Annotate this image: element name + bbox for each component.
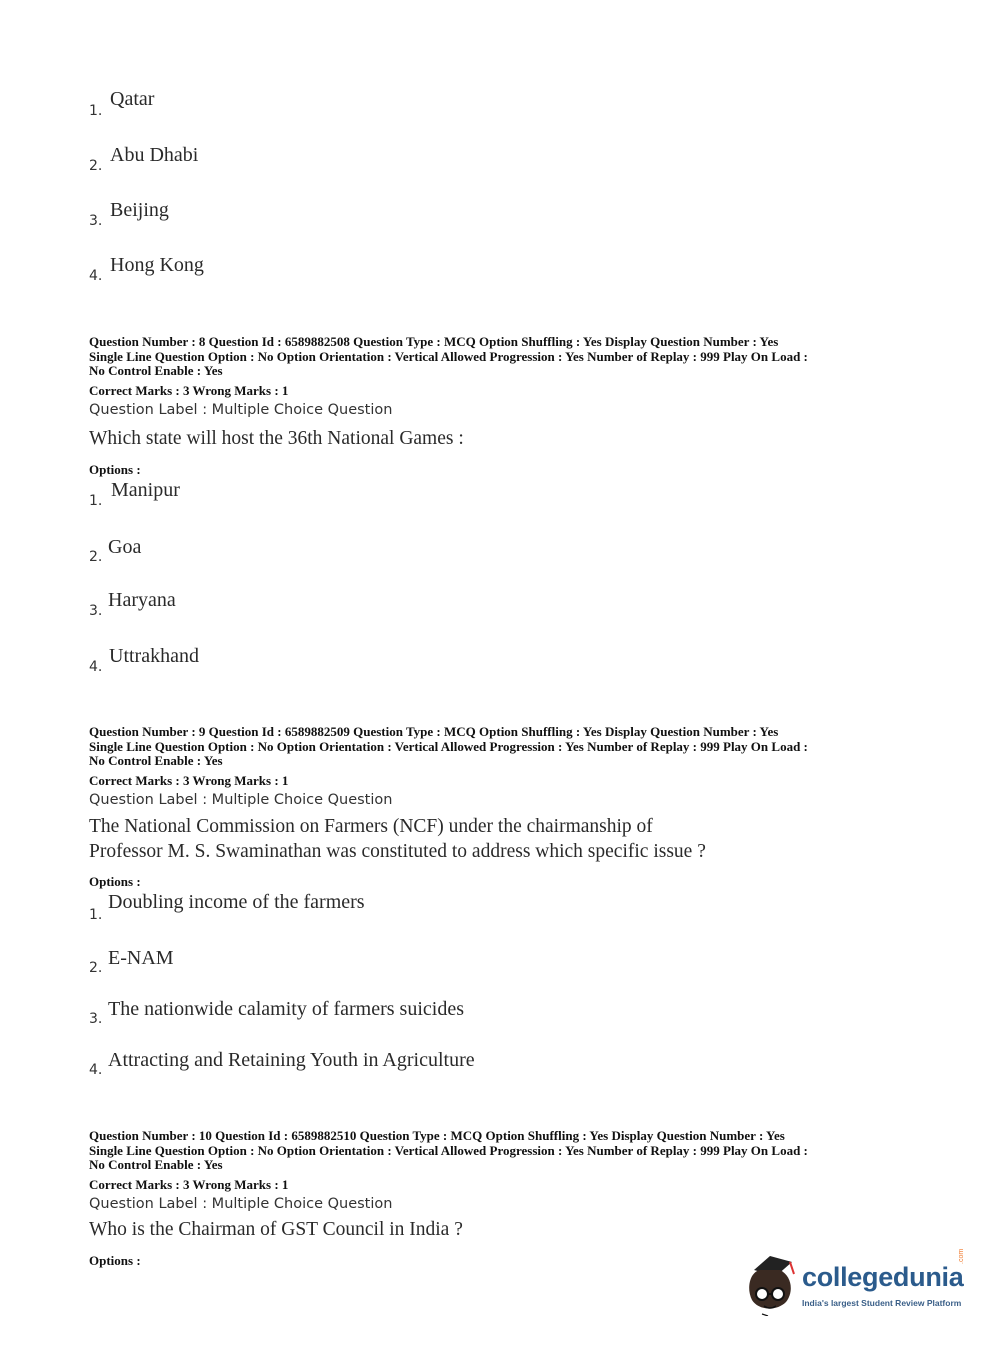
option-number: 1. (89, 493, 103, 509)
options-heading: Options : (89, 874, 141, 889)
option-text: Uttrakhand (109, 645, 199, 667)
option-number: 2. (89, 960, 103, 976)
question-meta-line: Question Number : 9 Question Id : 6589882509 Question Type : MCQ Option Shuffling : Yes Display Question Number : Yes (89, 724, 779, 739)
mascot-icon (740, 1248, 800, 1316)
question-meta-line: Question Number : 10 Question Id : 6589882510 Question Type : MCQ Option Shuffling : Yes Display Question Number : Yes (89, 1128, 785, 1143)
question-label: Question Label : Multiple Choice Question (89, 1196, 393, 1212)
option-text: Abu Dhabi (110, 144, 199, 166)
question-label: Question Label : Multiple Choice Question (89, 402, 393, 418)
option-text: The nationwide calamity of farmers suicides (108, 998, 464, 1020)
option-number: 2. (89, 158, 103, 174)
option-text: Attracting and Retaining Youth in Agriculture (108, 1049, 475, 1071)
question-text-line: The National Commission on Farmers (NCF) under the chairmanship of (89, 816, 653, 837)
option-number: 1. (89, 103, 103, 119)
option-text: Haryana (108, 589, 176, 611)
question-text: Which state will host the 36th National Games : (89, 428, 464, 449)
option-number: 3. (89, 213, 103, 229)
collegedunia-watermark (740, 1248, 975, 1318)
question-meta-line: No Control Enable : Yes (89, 1157, 223, 1172)
option-text: Qatar (110, 88, 155, 110)
question-meta-line: No Control Enable : Yes (89, 363, 223, 378)
question-marks: Correct Marks : 3 Wrong Marks : 1 (89, 383, 289, 398)
option-text: Manipur (111, 479, 180, 501)
option-number: 4. (89, 659, 103, 675)
option-text: Goa (108, 536, 142, 558)
question-text: Who is the Chairman of GST Council in India ? (89, 1219, 463, 1240)
brand-name: collegedunia (802, 1262, 964, 1292)
question-text-line: Professor M. S. Swaminathan was constituted to address which specific issue ? (89, 841, 706, 862)
options-heading: Options : (89, 462, 141, 477)
option-text: Hong Kong (110, 254, 204, 276)
question-meta-line: Question Number : 8 Question Id : 6589882508 Question Type : MCQ Option Shuffling : Yes Display Question Number : Yes (89, 334, 779, 349)
question-meta-line: Single Line Question Option : No Option Orientation : Vertical Allowed Progression : Yes Number of Replay : 999 Play On Load : (89, 739, 808, 754)
question-meta-line: No Control Enable : Yes (89, 753, 223, 768)
question-label: Question Label : Multiple Choice Question (89, 792, 393, 808)
option-text: Beijing (110, 199, 169, 221)
option-number: 3. (89, 603, 103, 619)
question-marks: Correct Marks : 3 Wrong Marks : 1 (89, 1177, 289, 1192)
option-number: 1. (89, 907, 103, 923)
option-number: 2. (89, 549, 103, 565)
option-text: Doubling income of the farmers (108, 891, 365, 913)
option-number: 3. (89, 1011, 103, 1027)
brand-suffix: .com (958, 1248, 965, 1264)
option-number: 4. (89, 1062, 103, 1078)
question-meta-line: Single Line Question Option : No Option Orientation : Vertical Allowed Progression : Yes Number of Replay : 999 Play On Load : (89, 1143, 808, 1158)
option-text: E-NAM (108, 947, 174, 969)
question-marks: Correct Marks : 3 Wrong Marks : 1 (89, 773, 289, 788)
options-heading: Options : (89, 1253, 141, 1268)
brand-tagline: India's largest Student Review Platform (802, 1298, 962, 1308)
question-meta-line: Single Line Question Option : No Option Orientation : Vertical Allowed Progression : Yes Number of Replay : 999 Play On Load : (89, 349, 808, 364)
option-number: 4. (89, 268, 103, 284)
